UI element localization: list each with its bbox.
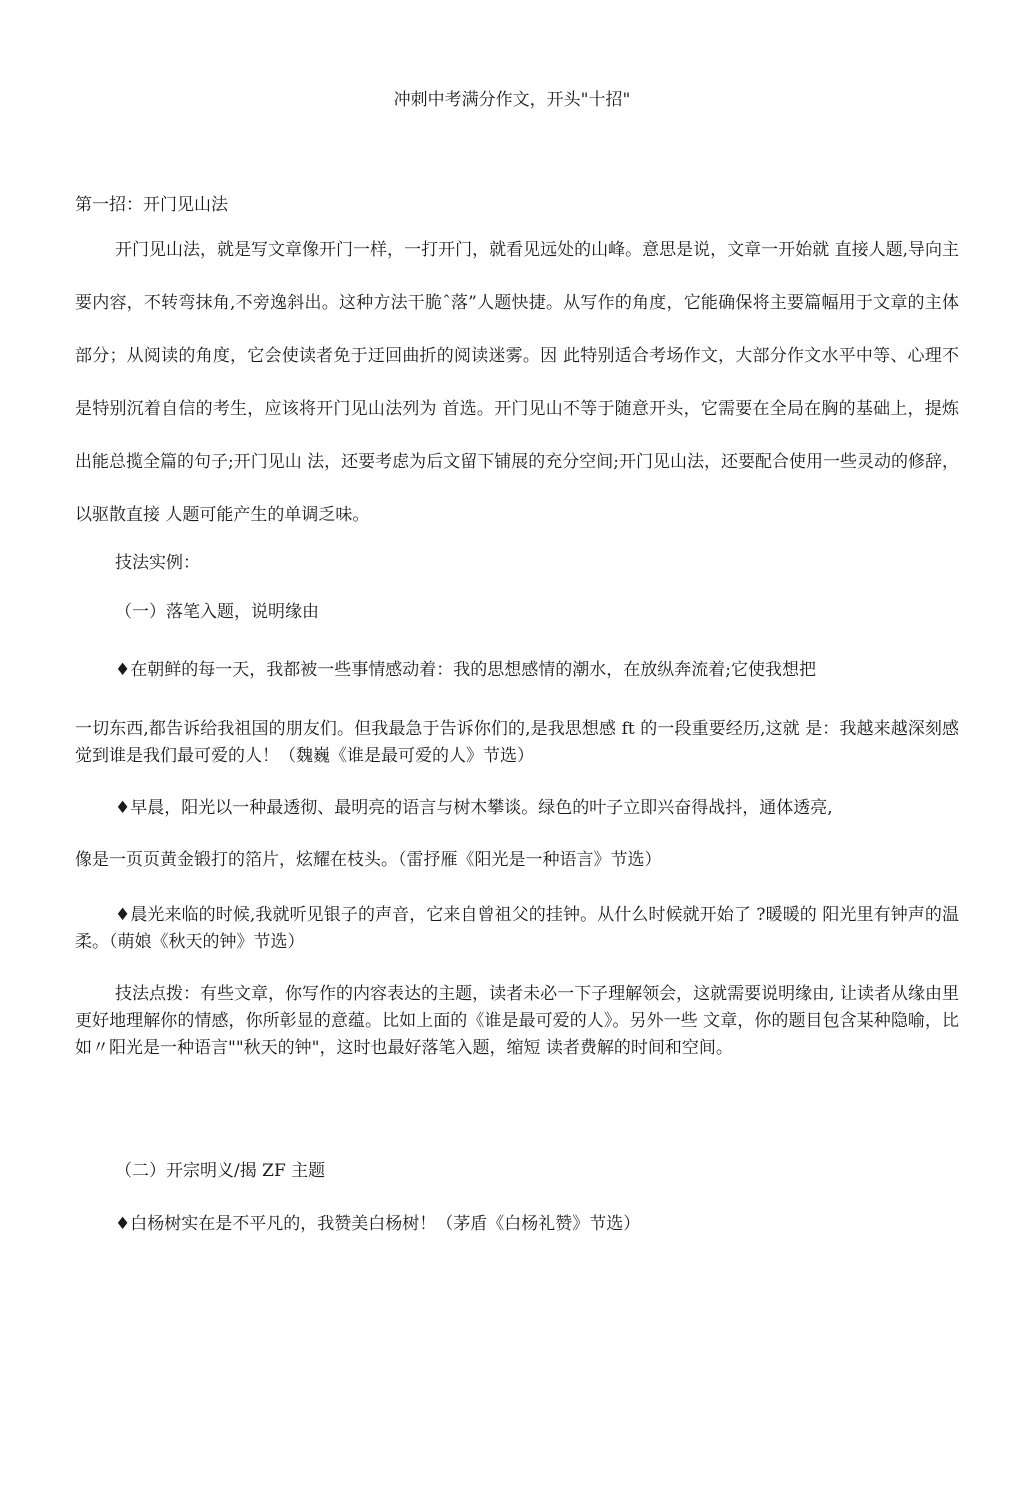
example-3-paragraph: ♦晨光来临的时候,我就听见银子的声音，它来自曾祖父的挂钟。从什么时候就开始了 ?暖暖的 阳光里有钟声的温柔。（萌娘《秋天的钟》节选） (75, 905, 959, 952)
subsection-heading-1: （一）落笔入题，说明缘由 (115, 602, 319, 622)
intro-paragraph: 开门见山法，就是写文章像开门一样，一打开门，就看见远处的山峰。意思是说，文章一开始就 直接人题,导向主要内容，不转弯抹角,不旁逸斜出。这种方法干脆ˆ落”人题快捷。从写作的角度，它能确保将主要篇幅用于文章的主体部分；从阅读的角度，它会使读者免于迂回曲折的阅读迷雾。因 此特别适合考场作文，大部分作文水平中等、心理不是特别沉着自信的考生，应该将开门见山法列为 首选。开门见山不等于随意开头，它需要在全局在胸的基础上，提炼出能总揽全篇的句子;开门见山 法，还要考虑为后文留下铺展的充分空间;开门见山法，还要配合使用一些灵动的修辞，以驱散直接 人题可能产生的单调乏味。 (75, 240, 959, 525)
example-1-first-line: ♦在朝鲜的每一天，我都被一些事情感动着：我的思想感情的潮水，在放纵奔流着;它使我想把 (115, 660, 816, 680)
example-4-line: ♦白杨树实在是不平凡的，我赞美白杨树！（茅盾《白杨礼赞》节选） (115, 1214, 641, 1234)
section-heading: 第一招：开门见山法 (75, 195, 228, 215)
technique-tip-paragraph: 技法点拨：有些文章，你写作的内容表达的主题，读者未必一下子理解领会，这就需要说明缘由, 让读者从缘由里更好地理解你的情感，你所彰显的意蕴。比如上面的《谁是最可爱的人》。另外一些 文章，你的题目包含某种隐喻，比如〃阳光是一种语言""秋天的钟"，这时也最好落笔入题，缩短 读者费解的时间和空间。 (75, 984, 959, 1058)
example-2-continuation: 像是一页页黄金锻打的箔片，炫耀在枝头。（雷抒雁《阳光是一种语言》节选） (75, 850, 662, 870)
document-title: 冲刺中考满分作文，开头"十招" (393, 90, 631, 110)
example-2-first-line: ♦早晨，阳光以一种最透彻、最明亮的语言与树木攀谈。绿色的叶子立即兴奋得战抖，通体透亮, (115, 798, 833, 818)
examples-label: 技法实例： (115, 553, 200, 573)
subsection-heading-2: （二）开宗明义/揭 ZF 主题 (115, 1161, 326, 1181)
example-1-continuation: 一切东西,都告诉给我祖国的朋友们。但我最急于告诉你们的,是我思想感 ft 的一段重要经历,这就 是：我越来越深刻感觉到谁是我们最可爱的人！（魏巍《谁是最可爱的人》节选） (75, 719, 959, 766)
